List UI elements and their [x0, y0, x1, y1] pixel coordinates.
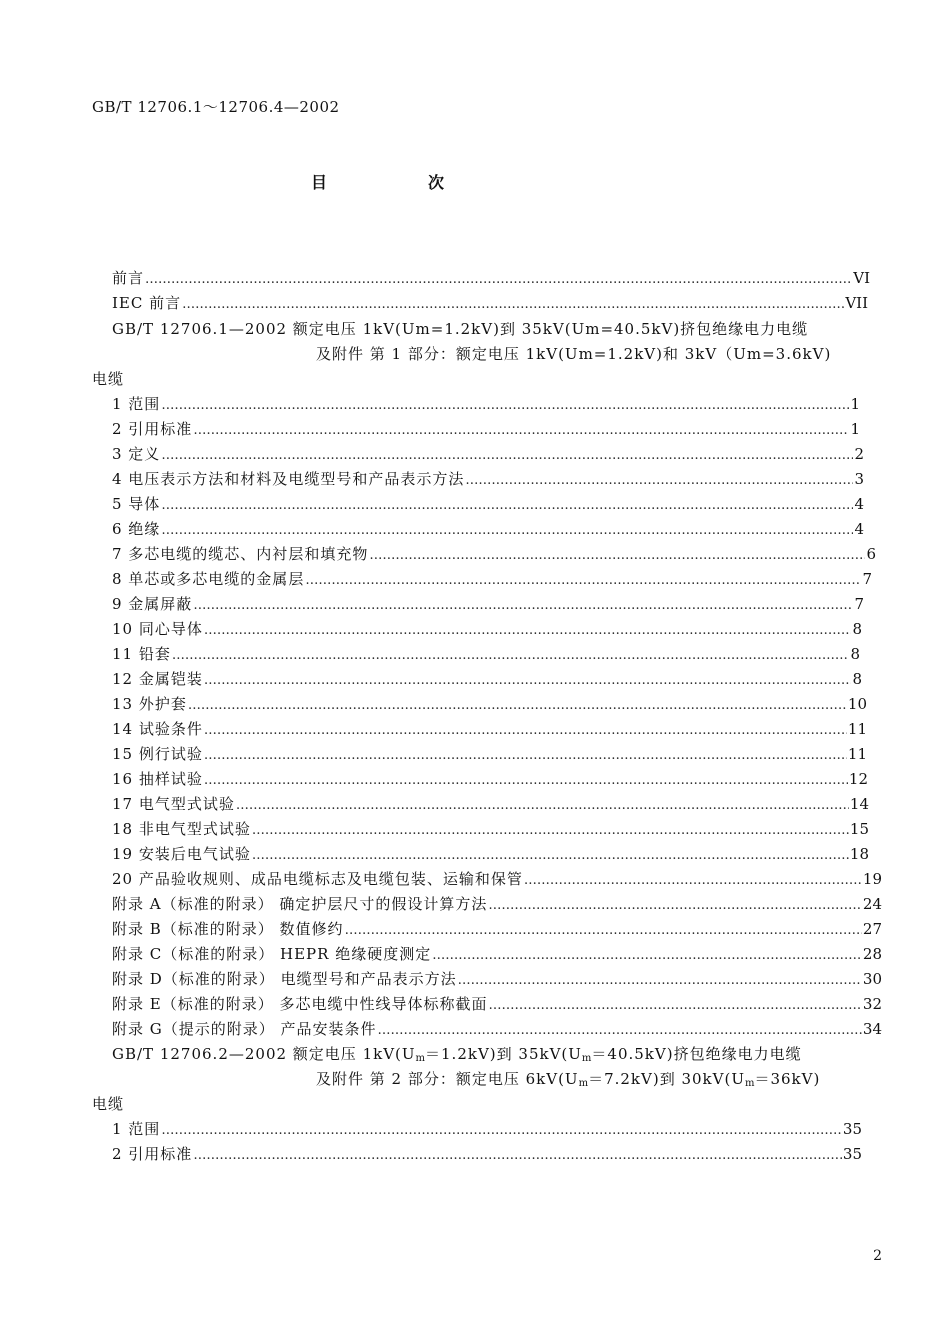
toc-entry-label: 18 非电气型式试验 [112, 820, 251, 838]
toc-entry[interactable] [112, 419, 860, 439]
toc-entry-foreword[interactable] [112, 268, 870, 288]
part2-heading-line3: 电缆 [92, 1095, 125, 1113]
toc-title [0, 170, 950, 192]
toc-entry-page: 11 [847, 720, 867, 738]
toc-entry-page: 4 [854, 495, 864, 513]
toc-entry-page: 10 [847, 695, 867, 713]
toc-entry[interactable] [112, 594, 864, 614]
toc-entry[interactable] [112, 869, 882, 889]
toc-entry-label: 3 定义 [112, 445, 161, 463]
toc-leader-dots [193, 1146, 842, 1166]
toc-leader-dots [193, 596, 853, 616]
toc-entry-label: 8 单芯或多芯电缆的金属层 [112, 570, 305, 588]
toc-leader-dots [432, 946, 862, 966]
toc-leader-dots [488, 896, 862, 916]
toc-entry-annex-b[interactable] [112, 919, 882, 939]
toc-leader-dots [161, 521, 853, 541]
toc-entry-label: 1 范围 [112, 1120, 161, 1138]
toc-entry-annex-d[interactable] [112, 969, 882, 989]
toc-entry-page: 8 [852, 620, 862, 638]
toc-leader-dots [524, 871, 862, 891]
part2-heading-line2: 及附件 第 2 部分：额定电压 $6kV(U_m=7.2kV)$到 $30kV(U_m=36kV)$ [316, 1070, 821, 1089]
toc-leader-dots [236, 796, 849, 816]
toc-leader-dots [458, 971, 862, 991]
part1-heading-line2: 及附件 第 1 部分：额定电压 1kV(Um=1.2kV)和 3kV（Um=3.6kV) [316, 345, 832, 363]
toc-entry[interactable] [112, 744, 867, 764]
toc-entry-page: 12 [848, 770, 868, 788]
toc-leader-dots [161, 496, 853, 516]
toc-entry[interactable] [112, 494, 864, 514]
toc-entry[interactable] [112, 694, 867, 714]
toc-entry-page: 27 [862, 920, 882, 938]
toc-entry-page: 11 [847, 745, 867, 763]
toc-entry-label: 19 安装后电气试验 [112, 845, 251, 863]
toc-entry-page: 24 [862, 895, 882, 913]
toc-entry-page: 14 [849, 795, 869, 813]
toc-entry-page: 35 [842, 1145, 862, 1163]
toc-entry-label: 附录 G（提示的附录） 产品安装条件 [112, 1020, 377, 1038]
toc-entry-label: IEC 前言 [112, 294, 182, 312]
toc-entry-label: 6 绝缘 [112, 520, 161, 538]
toc-leader-dots [172, 646, 850, 666]
toc-entry[interactable] [112, 1144, 862, 1164]
toc-entry-page: 2 [854, 445, 864, 463]
toc-entry[interactable] [112, 519, 864, 539]
toc-leader-dots [378, 1021, 862, 1041]
toc-leader-dots [188, 696, 847, 716]
toc-entry-label: 14 试验条件 [112, 720, 203, 738]
toc-entry-label: 附录 C（标准的附录） HEPR 绝缘硬度测定 [112, 945, 432, 963]
toc-entry-label: 附录 E（标准的附录） 多芯电缆中性线导体标称截面 [112, 995, 488, 1013]
toc-entry-label: 20 产品验收规则、成品电缆标志及电缆包装、运输和保管 [112, 870, 523, 888]
toc-entry[interactable] [112, 569, 872, 589]
toc-entry[interactable] [112, 469, 864, 489]
toc-entry-page: 1 [850, 420, 860, 438]
toc-entry-label: 附录 A（标准的附录） 确定护层尺寸的假设计算方法 [112, 895, 488, 913]
toc-leader-dots [465, 471, 853, 491]
part1-heading-line1[interactable]: GB/T 12706.1—2002 额定电压 1kV(Um=1.2kV)到 35kV(Um=40.5kV)挤包绝缘电力电缆 [112, 320, 809, 338]
toc-entry-label: 前言 [112, 269, 145, 287]
toc-entry[interactable] [112, 644, 860, 664]
toc-entry-label: 16 抽样试验 [112, 770, 203, 788]
toc-entry-annex-e[interactable] [112, 994, 882, 1014]
toc-entry-page: 6 [866, 545, 876, 563]
toc-leader-dots [182, 295, 844, 315]
toc-entry[interactable] [112, 719, 867, 739]
toc-entry-label: 4 电压表示方法和材料及电缆型号和产品表示方法 [112, 470, 465, 488]
toc-entry-page: 32 [862, 995, 882, 1013]
toc-entry-page: 34 [862, 1020, 882, 1038]
toc-leader-dots [204, 621, 852, 641]
toc-entry-label: 2 引用标准 [112, 1145, 193, 1163]
toc-entry-label: 5 导体 [112, 495, 161, 513]
part1-heading-line3: 电缆 [92, 370, 125, 388]
toc-entry-page: 19 [862, 870, 882, 888]
toc-entry[interactable] [112, 794, 869, 814]
toc-leader-dots [204, 746, 847, 766]
page-number: 2 [873, 1248, 882, 1264]
toc-entry[interactable] [112, 844, 869, 864]
toc-entry[interactable] [112, 1119, 862, 1139]
toc-entry-label: 附录 B（标准的附录） 数值修约 [112, 920, 344, 938]
toc-entry-iec-foreword[interactable] [112, 293, 868, 313]
toc-entry-label: 1 范围 [112, 395, 161, 413]
toc-entry-annex-c[interactable] [112, 944, 882, 964]
toc-title-char-1: 目 [311, 173, 328, 192]
toc-leader-dots [204, 671, 852, 691]
toc-entry-label: 10 同心导体 [112, 620, 203, 638]
toc-leader-dots [252, 821, 849, 841]
toc-entry-label: 2 引用标准 [112, 420, 193, 438]
toc-entry[interactable] [112, 619, 862, 639]
toc-entry-page: 8 [852, 670, 862, 688]
toc-entry-page: VII [845, 294, 868, 312]
toc-entry[interactable] [112, 394, 860, 414]
toc-leader-dots [345, 921, 862, 941]
toc-entry-page: 3 [854, 470, 864, 488]
toc-leader-dots [204, 721, 847, 741]
toc-entry-page: VI [853, 269, 870, 287]
toc-entry-page: 30 [862, 970, 882, 988]
toc-entry-page: 18 [849, 845, 869, 863]
toc-entry-label: 9 金属屏蔽 [112, 595, 193, 613]
document-header: GB/T 12706.1～12706.4—2002 [92, 98, 340, 116]
toc-leader-dots [489, 996, 862, 1016]
toc-leader-dots [145, 270, 852, 290]
toc-entry-page: 8 [850, 645, 860, 663]
toc-entry-page: 1 [850, 395, 860, 413]
toc-title-char-2: 次 [428, 173, 445, 192]
toc-entry-page: 4 [854, 520, 864, 538]
toc-entry[interactable] [112, 769, 868, 789]
toc-entry-label: 15 例行试验 [112, 745, 203, 763]
toc-leader-dots [305, 571, 861, 591]
part2-heading-line1[interactable]: GB/T 12706.2—2002 额定电压 $1kV(U_m=1.2kV)$到 $35kV(U_m=40.5kV)$挤包绝缘电力电缆 [112, 1045, 802, 1064]
toc-leader-dots [204, 771, 848, 791]
toc-leader-dots [161, 396, 849, 416]
toc-entry-page: 15 [849, 820, 869, 838]
toc-entry[interactable] [112, 669, 862, 689]
toc-entry-page: 35 [842, 1120, 862, 1138]
toc-entry[interactable] [112, 819, 869, 839]
toc-leader-dots [193, 421, 849, 441]
toc-entry-label: 7 多芯电缆的缆芯、内衬层和填充物 [112, 545, 369, 563]
toc-leader-dots [161, 446, 853, 466]
toc-entry-page: 7 [854, 595, 864, 613]
toc-entry-label: 17 电气型式试验 [112, 795, 235, 813]
toc-entry-label: 13 外护套 [112, 695, 187, 713]
toc-entry-annex-g[interactable] [112, 1019, 882, 1039]
toc-entry-annex-a[interactable] [112, 894, 882, 914]
toc-entry-label: 12 金属铠装 [112, 670, 203, 688]
toc-entry[interactable] [112, 544, 876, 564]
toc-entry[interactable] [112, 444, 864, 464]
toc-entry-page: 7 [862, 570, 872, 588]
toc-leader-dots [369, 546, 865, 566]
toc-entry-label: 11 铅套 [112, 645, 171, 663]
toc-leader-dots [161, 1121, 842, 1141]
toc-entry-label: 附录 D（标准的附录） 电缆型号和产品表示方法 [112, 970, 457, 988]
toc-leader-dots [252, 846, 849, 866]
toc-entry-page: 28 [862, 945, 882, 963]
